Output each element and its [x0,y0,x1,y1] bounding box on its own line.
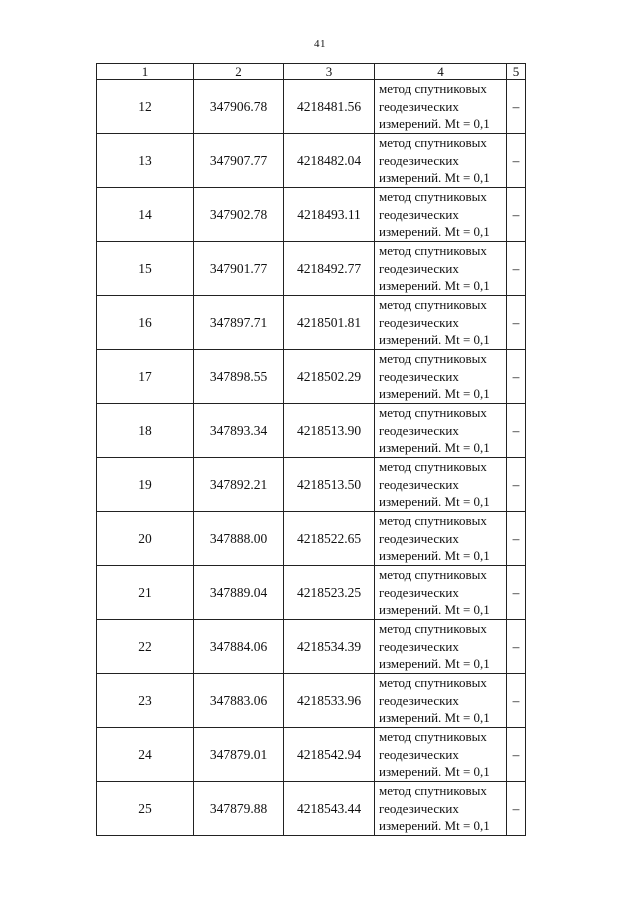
method-cell [375,566,507,620]
table-row [97,728,526,782]
x-coordinate-cell: 347892.21 [194,458,284,512]
point-number-cell: 16 [97,296,194,350]
method-cell [375,782,507,836]
coordinates-table [96,63,526,836]
method-line: измерений. Mt = 0,1 [379,494,490,510]
note-cell: – [507,620,526,674]
y-coordinate-cell: 4218482.04 [284,134,375,188]
note-cell: – [507,296,526,350]
x-coordinate-cell: 347901.77 [194,242,284,296]
method-cell [375,458,507,512]
note-cell: – [507,188,526,242]
x-coordinate-cell: 347897.71 [194,296,284,350]
method-line: измерений. Mt = 0,1 [379,710,490,726]
method-line: геодезических [379,368,459,384]
method-line: метод спутниковых [379,513,487,529]
point-number-cell: 19 [97,458,194,512]
x-coordinate-cell: 347879.88 [194,782,284,836]
method-line: метод спутниковых [379,81,487,97]
method-line: метод спутниковых [379,567,487,583]
note-cell: – [507,134,526,188]
method-line: геодезических [379,584,459,600]
x-coordinate-cell: 347883.06 [194,674,284,728]
method-line: геодезических [379,530,459,546]
method-line: измерений. Mt = 0,1 [379,386,490,402]
method-line: измерений. Mt = 0,1 [379,170,490,186]
method-line: метод спутниковых [379,135,487,151]
y-coordinate-cell: 4218534.39 [284,620,375,674]
point-number-cell: 24 [97,728,194,782]
table-row [97,242,526,296]
method-line: измерений. Mt = 0,1 [379,764,490,780]
method-line: метод спутниковых [379,297,487,313]
method-line: измерений. Mt = 0,1 [379,116,490,132]
method-cell [375,620,507,674]
method-line: метод спутниковых [379,729,487,745]
method-cell [375,134,507,188]
x-coordinate-cell: 347906.78 [194,80,284,134]
y-coordinate-cell: 4218513.90 [284,404,375,458]
note-cell: – [507,728,526,782]
table-row [97,566,526,620]
method-line: измерений. Mt = 0,1 [379,602,490,618]
x-coordinate-cell: 347884.06 [194,620,284,674]
method-cell [375,242,507,296]
method-cell [375,80,507,134]
table-header [97,64,526,80]
method-line: метод спутниковых [379,783,487,799]
table-row [97,674,526,728]
point-number-cell: 21 [97,566,194,620]
page-number: 41 [314,38,326,50]
note-cell: – [507,674,526,728]
point-number-cell: 22 [97,620,194,674]
method-line: метод спутниковых [379,243,487,259]
point-number-cell: 17 [97,350,194,404]
method-line: измерений. Mt = 0,1 [379,656,490,672]
y-coordinate-cell: 4218492.77 [284,242,375,296]
note-cell: – [507,80,526,134]
y-coordinate-cell: 4218543.44 [284,782,375,836]
x-coordinate-cell: 347889.04 [194,566,284,620]
point-number-cell: 12 [97,80,194,134]
method-line: геодезических [379,152,459,168]
method-cell [375,350,507,404]
y-coordinate-cell: 4218542.94 [284,728,375,782]
method-line: метод спутниковых [379,351,487,367]
note-cell: – [507,566,526,620]
point-number-cell: 15 [97,242,194,296]
note-cell: – [507,242,526,296]
x-coordinate-cell: 347893.34 [194,404,284,458]
note-cell: – [507,350,526,404]
column-header-3: 3 [284,64,375,80]
table-row [97,80,526,134]
method-line: измерений. Mt = 0,1 [379,278,490,294]
x-coordinate-cell: 347898.55 [194,350,284,404]
column-header-1: 1 [97,64,194,80]
method-line: геодезических [379,260,459,276]
method-line: геодезических [379,206,459,222]
point-number-cell: 13 [97,134,194,188]
table-row [97,188,526,242]
point-number-cell: 18 [97,404,194,458]
table-row [97,134,526,188]
table-row [97,782,526,836]
method-line: геодезических [379,476,459,492]
method-cell [375,674,507,728]
point-number-cell: 20 [97,512,194,566]
table-row [97,404,526,458]
y-coordinate-cell: 4218523.25 [284,566,375,620]
x-coordinate-cell: 347902.78 [194,188,284,242]
method-line: измерений. Mt = 0,1 [379,332,490,348]
header-row [97,64,526,80]
point-number-cell: 14 [97,188,194,242]
column-header-4: 4 [375,64,507,80]
x-coordinate-cell: 347879.01 [194,728,284,782]
method-line: метод спутниковых [379,405,487,421]
method-cell [375,512,507,566]
y-coordinate-cell: 4218501.81 [284,296,375,350]
method-line: геодезических [379,422,459,438]
y-coordinate-cell: 4218533.96 [284,674,375,728]
table-row [97,296,526,350]
table-row [97,620,526,674]
y-coordinate-cell: 4218502.29 [284,350,375,404]
method-line: геодезических [379,638,459,654]
method-cell [375,404,507,458]
method-line: геодезических [379,800,459,816]
x-coordinate-cell: 347907.77 [194,134,284,188]
method-line: геодезических [379,314,459,330]
note-cell: – [507,458,526,512]
method-line: измерений. Mt = 0,1 [379,548,490,564]
note-cell: – [507,404,526,458]
column-header-2: 2 [194,64,284,80]
method-line: метод спутниковых [379,675,487,691]
method-cell [375,728,507,782]
table-row [97,458,526,512]
y-coordinate-cell: 4218513.50 [284,458,375,512]
table-row [97,512,526,566]
method-line: измерений. Mt = 0,1 [379,440,490,456]
point-number-cell: 23 [97,674,194,728]
method-line: измерений. Mt = 0,1 [379,818,490,834]
method-line: измерений. Mt = 0,1 [379,224,490,240]
y-coordinate-cell: 4218481.56 [284,80,375,134]
method-line: метод спутниковых [379,621,487,637]
method-line: геодезических [379,98,459,114]
method-cell [375,296,507,350]
note-cell: – [507,782,526,836]
column-header-5: 5 [507,64,526,80]
x-coordinate-cell: 347888.00 [194,512,284,566]
note-cell: – [507,512,526,566]
method-line: метод спутниковых [379,459,487,475]
y-coordinate-cell: 4218493.11 [284,188,375,242]
method-line: геодезических [379,692,459,708]
table-body [97,80,526,836]
method-line: геодезических [379,746,459,762]
method-cell [375,188,507,242]
method-line: метод спутниковых [379,189,487,205]
y-coordinate-cell: 4218522.65 [284,512,375,566]
point-number-cell: 25 [97,782,194,836]
table-row [97,350,526,404]
